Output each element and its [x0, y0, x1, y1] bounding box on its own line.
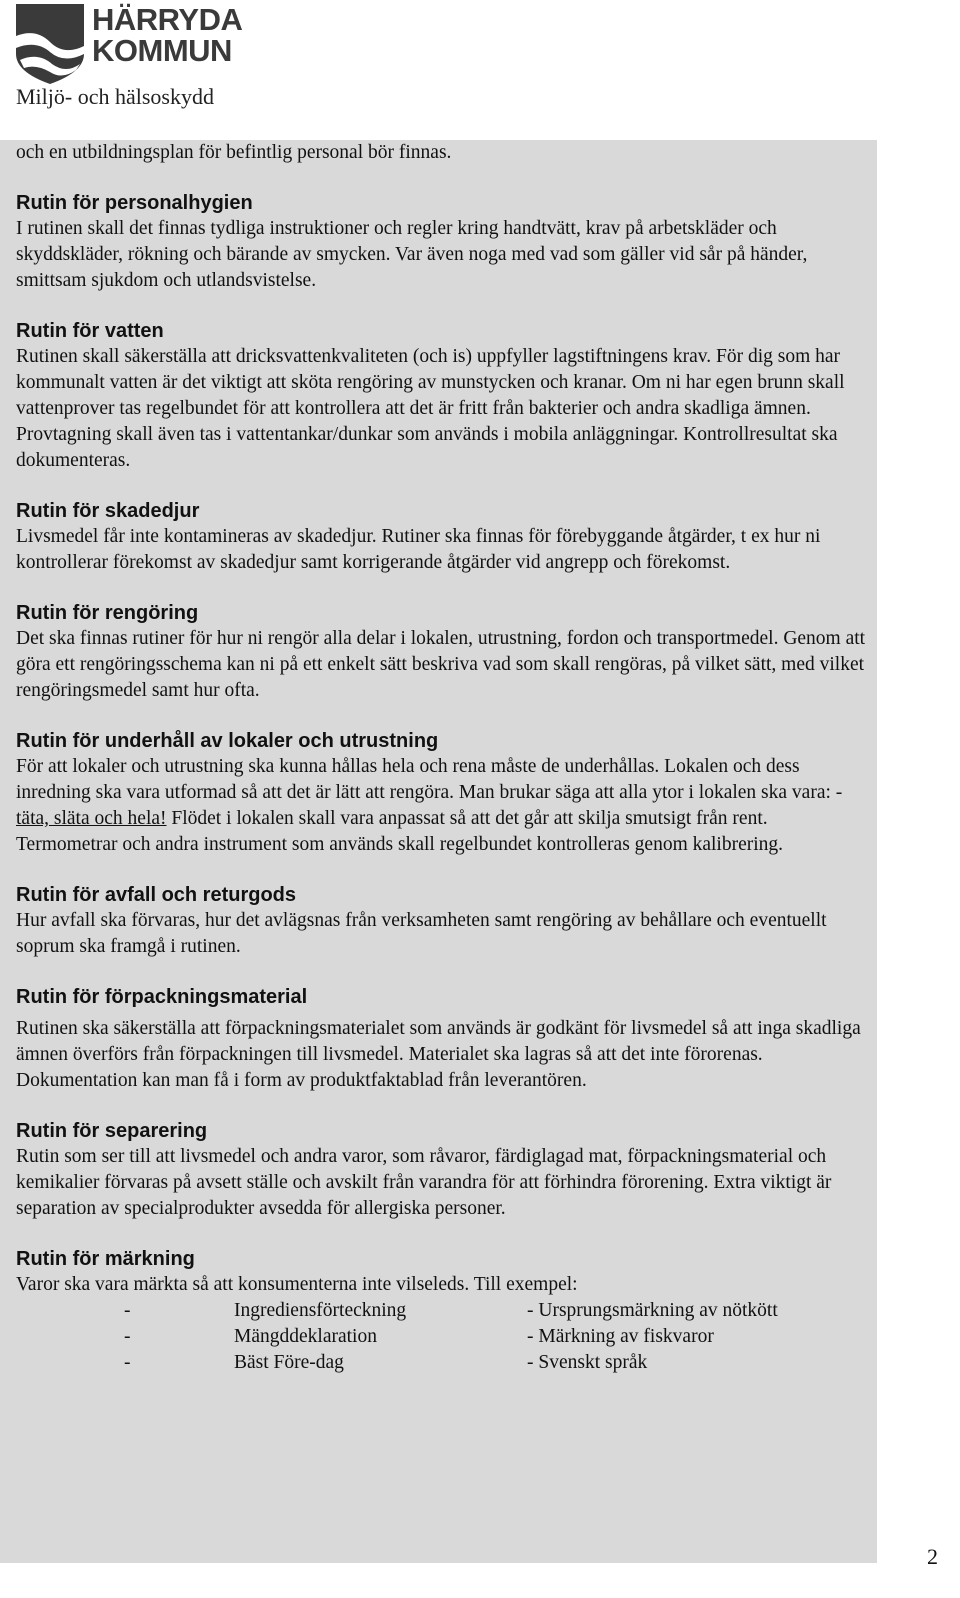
logo-line-2: KOMMUN	[92, 33, 232, 68]
section-body: I rutinen skall det finnas tydliga instruktioner och regler kring handtvätt, krav på arbetskläder och skyddskläder, rökning och bärande av smycken. Var även noga med vad som gäller vid sår på händer, smittsam sjukdom och utlandsvistelse.	[16, 218, 808, 291]
section-rengoring	[16, 600, 866, 704]
section-title: Rutin för underhåll av lokaler och utrustning	[16, 730, 439, 752]
section-body: Det ska finnas rutiner för hur ni rengör alla delar i lokalen, utrustning, fordon och transportmedel. Genom att göra ett rengöringsschema kan ni på ett enkelt sätt beskriva vad som skall rengöras, på vilket sätt, med vilket rengöringsmedel samt hur ofta.	[16, 628, 866, 701]
section-title: Rutin för rengöring	[16, 602, 199, 624]
example-row	[16, 1324, 866, 1350]
logo-line-1: HÄRRYDA	[92, 2, 243, 37]
section-separering	[16, 1118, 866, 1222]
example-right: - Märkning av fiskvaror	[527, 1326, 714, 1347]
section-forpackningsmaterial	[16, 984, 866, 1094]
harryda-logo-icon	[14, 2, 86, 86]
example-left: Mängddeklaration	[234, 1326, 377, 1347]
list-dash: -	[124, 1326, 131, 1347]
section-avfall	[16, 882, 866, 960]
section-markning	[16, 1246, 866, 1376]
page-number: 2	[927, 1544, 938, 1569]
document-header	[14, 2, 314, 114]
example-right: - Ursprungsmärkning av nötkött	[527, 1300, 778, 1321]
underlined-phrase: täta, släta och hela!	[16, 808, 167, 829]
section-personalhygien	[16, 190, 866, 294]
section-body: Hur avfall ska förvaras, hur det avlägsnas från verksamheten samt rengöring av behållare och eventuellt soprum ska framgå i rutinen.	[16, 910, 827, 957]
section-title: Rutin för märkning	[16, 1248, 195, 1270]
section-title: Rutin för skadedjur	[16, 500, 200, 522]
section-title: Rutin för vatten	[16, 320, 164, 342]
example-right: - Svenskt språk	[527, 1352, 648, 1373]
list-dash: -	[124, 1352, 131, 1373]
section-vatten	[16, 318, 866, 474]
list-dash: -	[124, 1300, 131, 1321]
department-name: Miljö- och hälsoskydd	[16, 84, 214, 109]
section-title: Rutin för separering	[16, 1120, 208, 1142]
body-text: För att lokaler och utrustning ska kunna hållas hela och rena måste de underhållas. Lokalen och dess inredning ska vara utformad så att det är lätt att rengöra. Man brukar säga att alla ytor i lokalen ska vara: -	[16, 756, 843, 803]
document-body	[16, 140, 866, 1400]
section-body: Rutinen skall säkerställa att dricksvattenkvaliteten (och is) uppfyller lagstiftningens krav. För dig som har kommunalt vatten är det viktigt att sköta rengöring av munstycken och kranar. Om ni har egen brunn skall vattenprover tas regelbundet för att kontrollera att det är fritt från bakterier och andra skadliga ämnen. Provtagning skall även tas i vattentankar/dunkar som används i mobila anläggningar. Kontrollresultat ska dokumenteras.	[16, 346, 845, 471]
section-underhall	[16, 728, 866, 858]
example-left: Ingrediensförteckning	[234, 1300, 407, 1321]
section-body: Rutinen ska säkerställa att förpackningsmaterialet som används är godkänt för livsmedel så att inga skadliga ämnen överförs från förpackningen till livsmedel. Materialet ska lagras så att det inte förorenas. Dokumentation kan man få i form av produktfaktablad från leverantören.	[16, 1018, 861, 1091]
section-body: Varor ska vara märkta så att konsumenterna inte vilseleds. Till exempel:	[16, 1274, 578, 1295]
body-text: Flödet i lokalen skall vara anpassat så att det går att skilja smutsigt från rent. Termometrar och andra instrument som används skall regelbundet kontrolleras genom kalibrering.	[16, 808, 784, 855]
intro-text: och en utbildningsplan för befintlig personal bör finnas.	[16, 142, 452, 163]
section-body	[16, 754, 866, 858]
example-row	[16, 1298, 866, 1324]
section-body: Livsmedel får inte kontamineras av skadedjur. Rutiner ska finnas för förebyggande åtgärder, t ex hur ni kontrollerar förekomst av skadedjur samt korrigerande åtgärder vid angrepp och förekomst.	[16, 526, 821, 573]
example-row	[16, 1350, 866, 1376]
logo-wordmark	[92, 4, 242, 66]
section-title: Rutin för förpackningsmaterial	[16, 986, 308, 1008]
section-title: Rutin för personalhygien	[16, 192, 253, 214]
example-left: Bäst Före-dag	[234, 1352, 344, 1373]
section-skadedjur	[16, 498, 866, 576]
section-body: Rutin som ser till att livsmedel och andra varor, som råvaror, färdiglagad mat, förpackningsmaterial och kemikalier förvaras på avsett ställe och avskilt från varandra för att förhindra förorening. Extra viktigt är separation av specialprodukter avsedda för allergiska personer.	[16, 1146, 832, 1219]
section-title: Rutin för avfall och returgods	[16, 884, 297, 906]
